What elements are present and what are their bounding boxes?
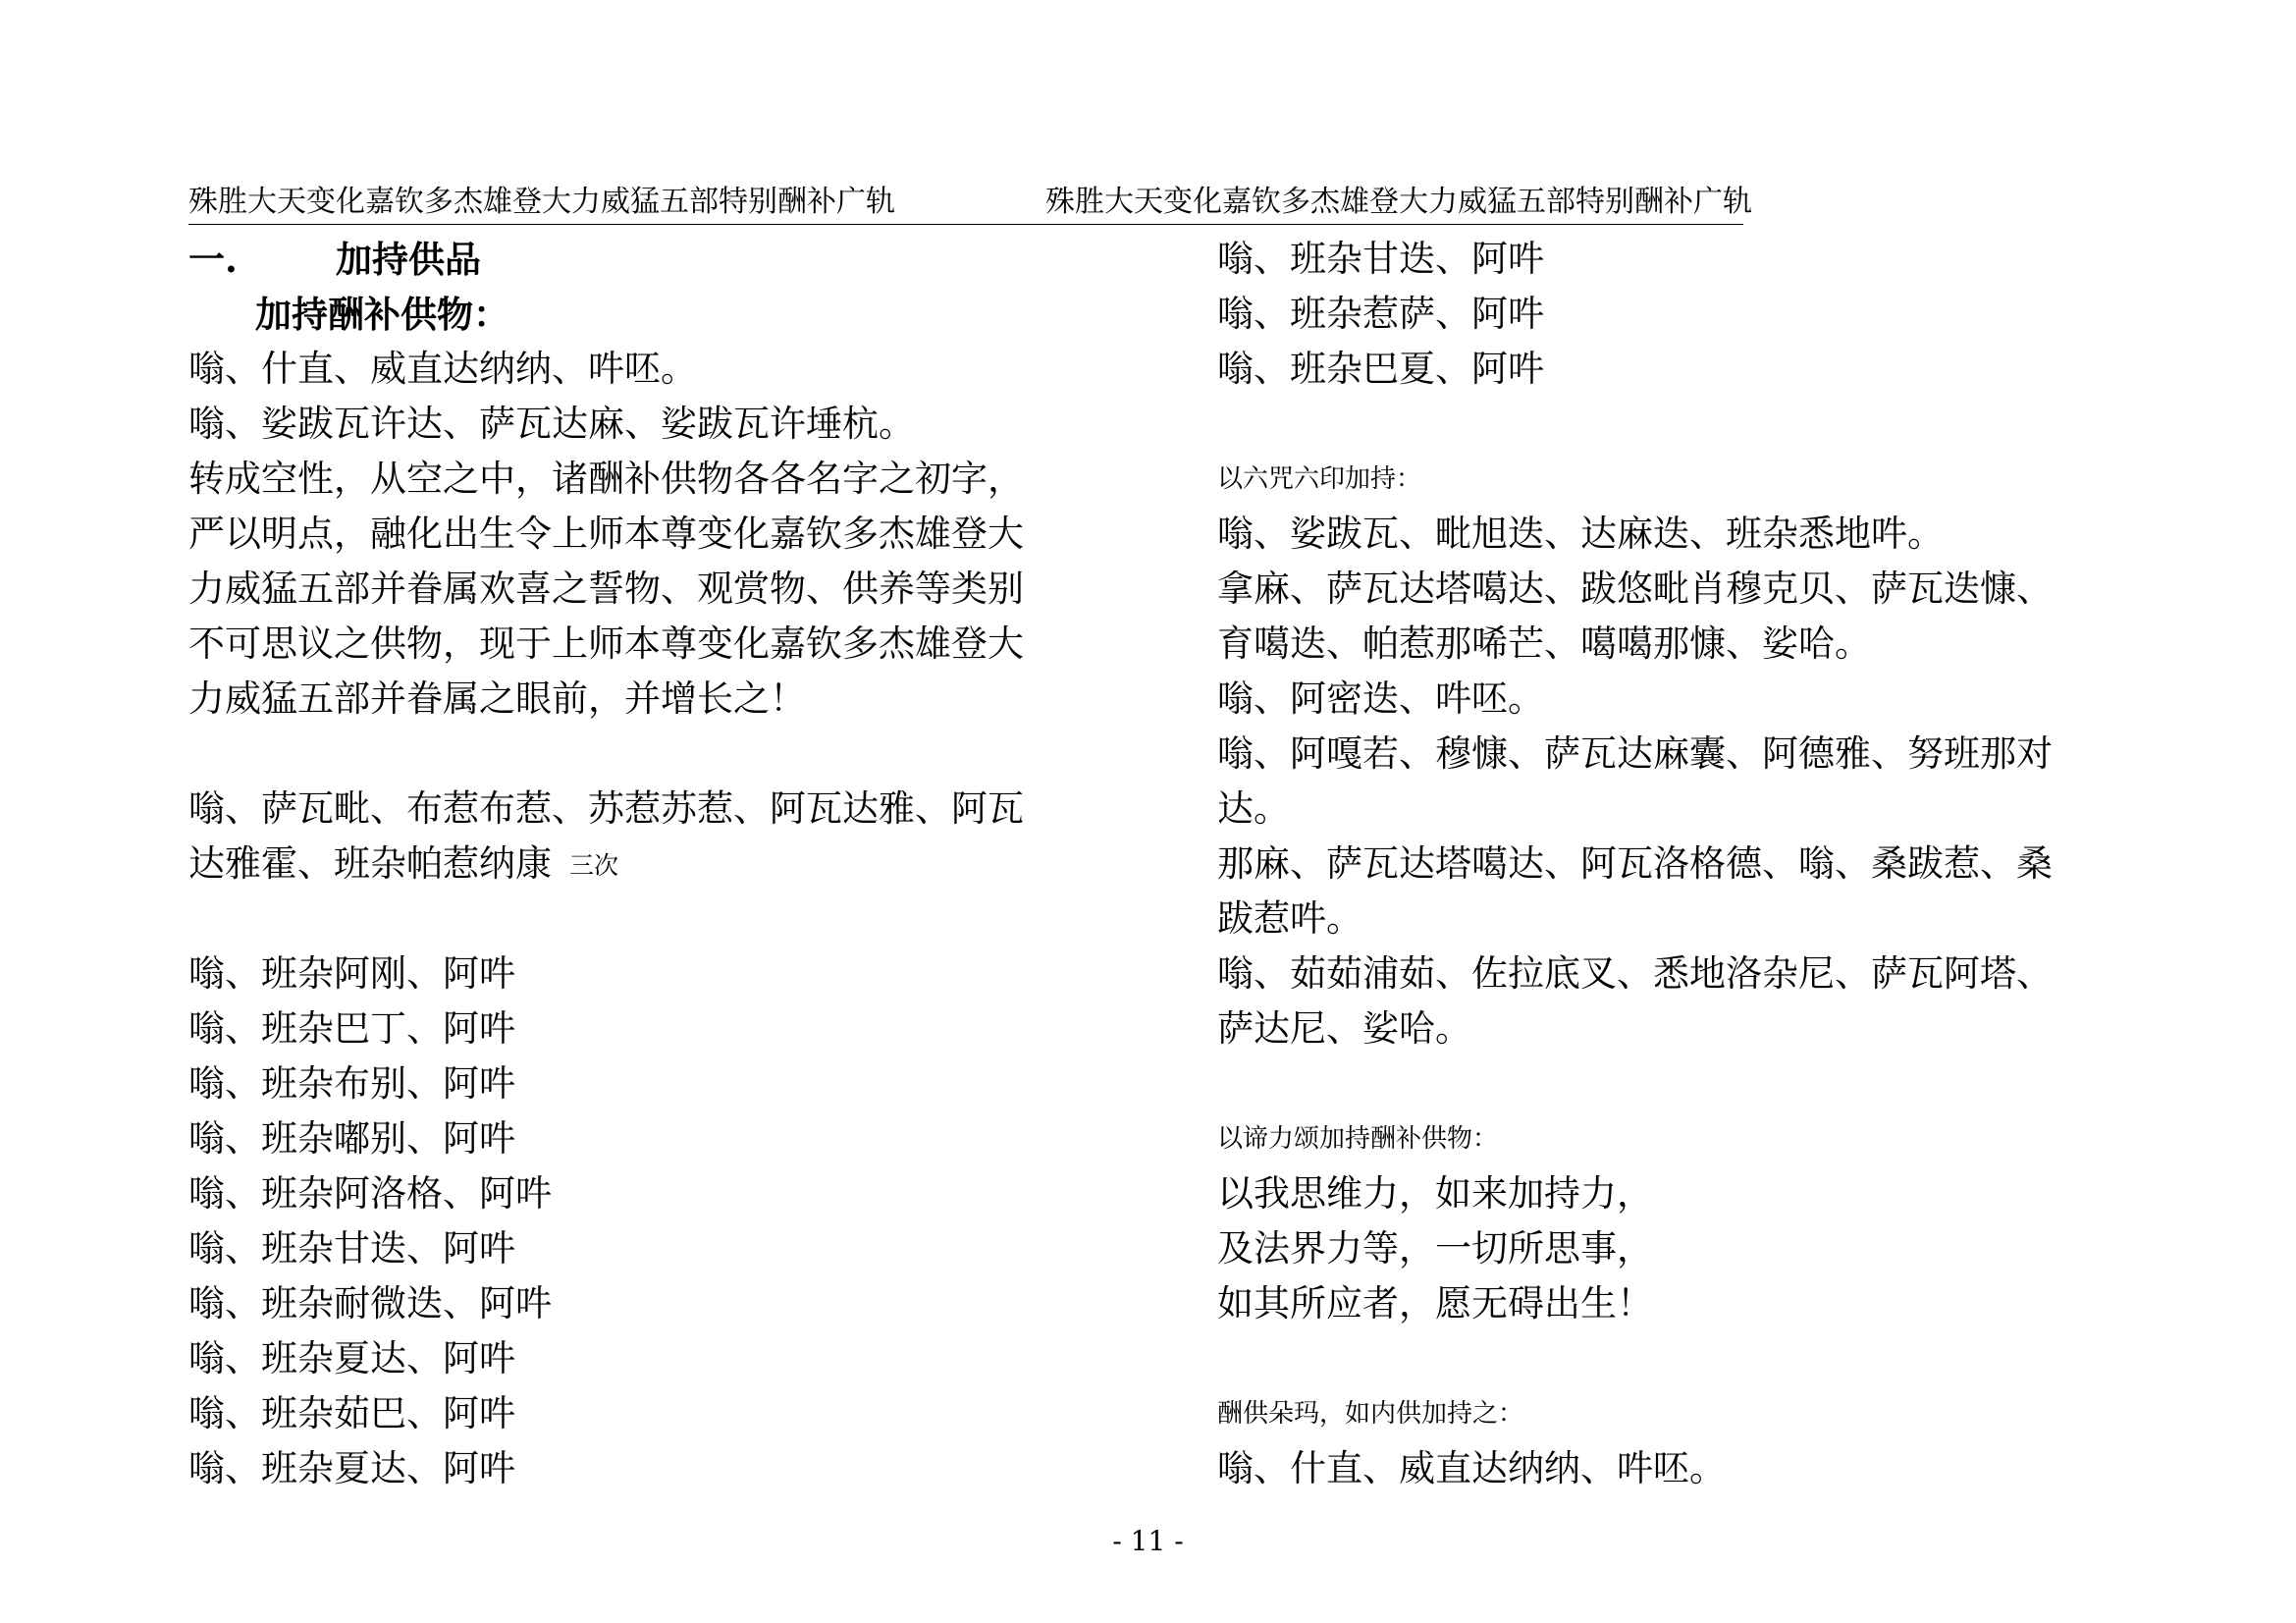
mantra-line: 嗡、班杂惹萨、阿吽 bbox=[1217, 293, 1544, 335]
mantra-line: 嗡、班杂巴丁、阿吽 bbox=[188, 1007, 515, 1050]
text-line: 不可思议之供物，现于上师本尊变化嘉钦多杰雄登大 bbox=[188, 622, 1024, 665]
spacer bbox=[188, 727, 1101, 782]
instruction-label: 酬供朵玛，如内供加持之： bbox=[1217, 1399, 1524, 1429]
mantra-line: 嗡、班杂阿刚、阿吽 bbox=[188, 952, 515, 995]
instruction-label: 以谛力颂加持酬补供物： bbox=[1217, 1124, 1499, 1154]
mantra-line: 嗡、班杂夏达、阿吽 bbox=[188, 1447, 515, 1489]
text-line: 嗡、娑跋瓦许达、萨瓦达麻、娑跋瓦许埵杭。 bbox=[188, 403, 915, 445]
text-line: 拿麻、萨瓦达塔噶达、跋悠毗肖穆克贝、萨瓦迭慷、 bbox=[1217, 568, 2053, 610]
spacer bbox=[1217, 397, 2130, 452]
text-line: 萨达尼、娑哈。 bbox=[1217, 1007, 1471, 1050]
text-line: 严以明点，融化出生令上师本尊变化嘉钦多杰雄登大 bbox=[188, 513, 1024, 555]
text-line: 嗡、阿嘎若、穆慷、萨瓦达麻囊、阿德雅、努班那对 bbox=[1217, 732, 2053, 775]
mantra-line: 嗡、班杂甘迭、阿吽 bbox=[1217, 238, 1544, 280]
verse-line: 及法界力等，一切所思事， bbox=[1217, 1227, 1653, 1270]
text-line: 嗡、娑跋瓦、毗旭迭、达麻迭、班杂悉地吽。 bbox=[1217, 513, 1944, 555]
text-line: 那麻、萨瓦达塔噶达、阿瓦洛格德、嗡、桑跋惹、桑 bbox=[1217, 842, 2053, 885]
text-line: 跋惹吽。 bbox=[1217, 897, 1362, 940]
mantra-line: 嗡、班杂茹巴、阿吽 bbox=[188, 1392, 515, 1434]
text-line: 嗡、茹茹浦茹、佐拉底叉、悉地洛杂尼、萨瓦阿塔、 bbox=[1217, 952, 2053, 995]
mantra-line: 嗡、班杂布别、阿吽 bbox=[188, 1062, 515, 1105]
subsection-heading: 加持酬补供物： bbox=[255, 293, 509, 336]
text-line: 达雅霍、班杂帕惹纳康 bbox=[188, 842, 552, 885]
section-heading bbox=[188, 232, 1101, 287]
text-line: 嗡、阿密迭、吽呸。 bbox=[1217, 677, 1544, 720]
spacer bbox=[1217, 1331, 2130, 1386]
right-column bbox=[1217, 232, 2130, 1496]
repeat-note: 三次 bbox=[569, 851, 619, 880]
mantra-line: 嗡、班杂甘迭、阿吽 bbox=[188, 1227, 515, 1270]
section-number: 一. bbox=[188, 238, 238, 281]
text-line: 达。 bbox=[1217, 787, 1290, 830]
text-line: 育噶迭、帕惹那唏芒、噶噶那慷、娑哈。 bbox=[1217, 622, 1871, 665]
left-column bbox=[188, 232, 1101, 1496]
text-line: 嗡、什直、威直达纳纳、吽呸。 bbox=[188, 348, 697, 390]
text-line: 力威猛五部并眷属欢喜之誓物、观赏物、供养等类别 bbox=[188, 568, 1024, 610]
mantra-line: 嗡、班杂夏达、阿吽 bbox=[188, 1337, 515, 1380]
running-header-left: 殊胜大天变化嘉钦多杰雄登大力威猛五部特别酬补广轨 bbox=[188, 185, 895, 219]
instruction-label: 以六咒六印加持： bbox=[1217, 464, 1422, 494]
text-line: 转成空性，从空之中，诸酬补供物各各名字之初字， bbox=[188, 458, 1024, 500]
text-line: 力威猛五部并眷属之眼前，并增长之！ bbox=[188, 677, 806, 720]
header-rule bbox=[188, 224, 1743, 225]
spacer bbox=[188, 892, 1101, 947]
section-title: 加持供品 bbox=[336, 238, 481, 281]
mantra-line: 嗡、什直、威直达纳纳、吽呸。 bbox=[1217, 1447, 1726, 1489]
mantra-line: 嗡、班杂巴夏、阿吽 bbox=[1217, 348, 1544, 390]
spacer bbox=[1217, 1056, 2130, 1111]
text-line: 嗡、萨瓦毗、布惹布惹、苏惹苏惹、阿瓦达雅、阿瓦 bbox=[188, 787, 1024, 830]
mantra-line: 嗡、班杂嘟别、阿吽 bbox=[188, 1117, 515, 1160]
mantra-line: 嗡、班杂阿洛格、阿吽 bbox=[188, 1172, 552, 1215]
mantra-line: 嗡、班杂耐微迭、阿吽 bbox=[188, 1282, 552, 1325]
running-header-right: 殊胜大天变化嘉钦多杰雄登大力威猛五部特别酬补广轨 bbox=[1045, 185, 1752, 219]
page-number: - 11 - bbox=[1112, 1525, 1184, 1557]
verse-line: 如其所应者，愿无碍出生！ bbox=[1217, 1282, 1653, 1325]
verse-line: 以我思维力，如来加持力， bbox=[1217, 1172, 1653, 1215]
text-line-with-note bbox=[188, 837, 1101, 892]
